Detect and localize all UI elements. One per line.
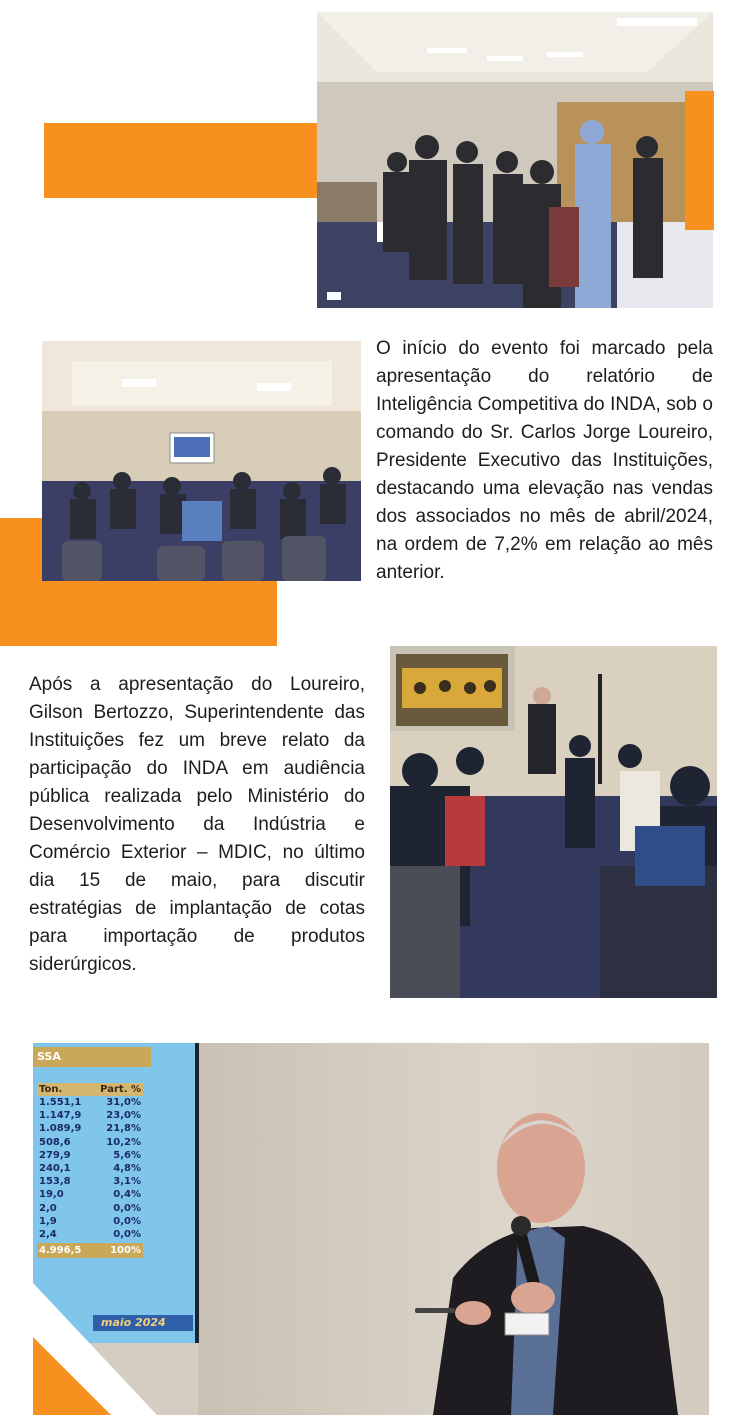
accent-bar-right <box>685 91 714 230</box>
slide-table <box>37 1083 143 1258</box>
slide-row-ton: 2,0 <box>39 1202 57 1214</box>
slide-row-ton: 1.089,9 <box>39 1123 82 1135</box>
paragraph-mdic-report: Após a apresentação do Loureiro, Gilson Bertozzo, Superintendente das Instituições fez um breve relato da participação do INDA em audiência pública realizada pelo Ministério do Desenvolvimento da Indústria e Comércio Exterior – MDIC, no último dia 15 de maio, para discutir estratégias de implantação de cotas para importação de produtos siderúrgicos. <box>29 674 365 975</box>
slide-header-label: SSA <box>37 1050 61 1063</box>
slide-row-ton: 240,1 <box>39 1163 71 1175</box>
slide-table-row <box>37 1202 143 1215</box>
slide-row-part: 0,0% <box>113 1215 141 1227</box>
slide-row-ton: 153,8 <box>39 1176 71 1188</box>
slide-row-ton: 1.551,1 <box>39 1097 82 1108</box>
slide-row-part: 31,0% <box>106 1097 141 1108</box>
accent-bar-left <box>44 123 336 198</box>
corner-decoration <box>33 1283 173 1415</box>
slide-table-row <box>37 1149 143 1162</box>
slide-row-part: 21,8% <box>106 1123 141 1135</box>
slide-col-part: Part. % <box>100 1084 141 1095</box>
slide-row-part: 4,8% <box>113 1163 141 1175</box>
slide-total-ton: 4.996,5 <box>39 1245 82 1257</box>
slide-row-part: 0,0% <box>113 1202 141 1214</box>
slide-table-row <box>37 1215 143 1228</box>
slide-table-row <box>37 1096 143 1109</box>
slide-header <box>33 1047 151 1067</box>
slide-total-part: 100% <box>110 1245 141 1257</box>
slide-row-part: 5,6% <box>113 1149 141 1161</box>
photo-networking-event <box>317 12 713 308</box>
slide-row-part: 3,1% <box>113 1176 141 1188</box>
slide-table-row <box>37 1122 143 1135</box>
slide-row-ton: 508,6 <box>39 1136 71 1148</box>
slide-table-row <box>37 1162 143 1175</box>
slide-row-part: 23,0% <box>106 1110 141 1122</box>
slide-row-part: 0,0% <box>113 1229 141 1241</box>
speaker-figure <box>393 1098 709 1415</box>
photo-presentation-audience <box>42 341 361 581</box>
photo-speaker-audience <box>390 646 717 998</box>
slide-row-part: 0,4% <box>113 1189 141 1201</box>
slide-table-row <box>37 1175 143 1188</box>
slide-table-row <box>37 1228 143 1241</box>
slide-table-row <box>37 1136 143 1149</box>
slide-row-ton: 2,4 <box>39 1229 57 1241</box>
slide-footer-label: maio 2024 <box>101 1316 166 1329</box>
slide-row-part: 10,2% <box>106 1136 141 1148</box>
slide-table-header <box>37 1083 143 1096</box>
slide-row-ton: 1,9 <box>39 1215 57 1227</box>
slide-table-row <box>37 1188 143 1201</box>
slide-row-ton: 1.147,9 <box>39 1110 82 1122</box>
paragraph-event-opening: O início do evento foi marcado pela apresentação do relatório de Inteligência Competitiva do INDA, sob o comando do Sr. Carlos Jorge Loureiro, Presidente Executivo das Instituições, destacando uma elevação nas vendas dos associados no mês de abril/2024, na ordem de 7,2% em relação ao mês anterior. <box>376 338 713 583</box>
slide-table-body <box>37 1096 143 1241</box>
slide-table-total <box>37 1243 143 1258</box>
photo-speaker-slide <box>33 1043 709 1415</box>
slide-table-row <box>37 1109 143 1122</box>
slide-col-ton: Ton. <box>39 1084 63 1095</box>
slide-row-ton: 279,9 <box>39 1149 71 1161</box>
slide-row-ton: 19,0 <box>39 1189 64 1201</box>
